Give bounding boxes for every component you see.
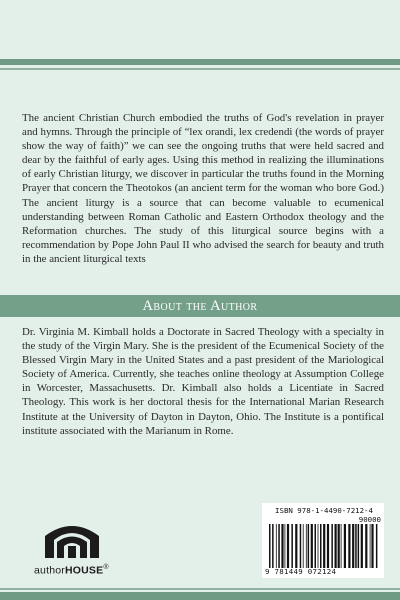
bottom-decorative-rule	[0, 588, 400, 590]
publisher-name-suffix: HOUSE	[64, 564, 104, 577]
book-description: The ancient Christian Church embodied the truths of God's revelation in prayer and hymns. Through the principle of “lex orandi, lex credendi (the words of prayer show the way of faith)” we can see the ongoing truths that were held sacred and dear by the faithful of early ages. Using this method in realizing the illuminations of early Christian liturgy, we discover in particular the truths found in the Morning Prayer that concern the Theotokos (an ancient term for the woman who bore God.) The ancient liturgy is a source that can become valuable to ecumenical understanding between Roman Catholic and Eastern Orthodox theology and the Reformation churches. The study of this liturgical source begins with a recommendation by Pope John Paul II who advised the search for beauty and truth in the ancient liturgical texts	[22, 112, 384, 265]
about-author-heading: About the Author	[142, 298, 258, 314]
publisher-trademark: ®	[103, 564, 109, 571]
publisher-logo	[34, 520, 114, 578]
barcode-bars	[265, 524, 381, 568]
bottom-decorative-band	[0, 592, 400, 600]
publisher-name-prefix: author	[34, 564, 65, 577]
isbn-barcode	[262, 503, 384, 578]
about-author-banner	[0, 295, 400, 317]
isbn-label: ISBN 978-1-4490-7212-4	[275, 506, 373, 515]
author-bio: Dr. Virginia M. Kimball holds a Doctorate in Sacred Theology with a specialty in the study of the Virgin Mary. She is the president of the Ecumenical Society of the Blessed Virgin Mary in the United States and a past president of the Mariological Society of America. Currently, she teaches online theology at Assumption College in Worcester, Massachusetts. Dr. Kimball also holds a Licentiate in Sacred Theology. This work is her doctoral thesis for the International Marian Research Institute at the University of Dayton in Dayton, Ohio. The Institute is a pontifical institute associated with the Marianum in Rome.	[22, 326, 384, 437]
ean-number: 9 781449 072124	[265, 567, 337, 576]
book-arch-logo-icon	[39, 520, 105, 560]
top-decorative-rule	[0, 68, 400, 70]
publisher-wordmark	[34, 564, 118, 577]
top-decorative-band	[0, 59, 400, 65]
price-code: 90000	[358, 515, 381, 524]
